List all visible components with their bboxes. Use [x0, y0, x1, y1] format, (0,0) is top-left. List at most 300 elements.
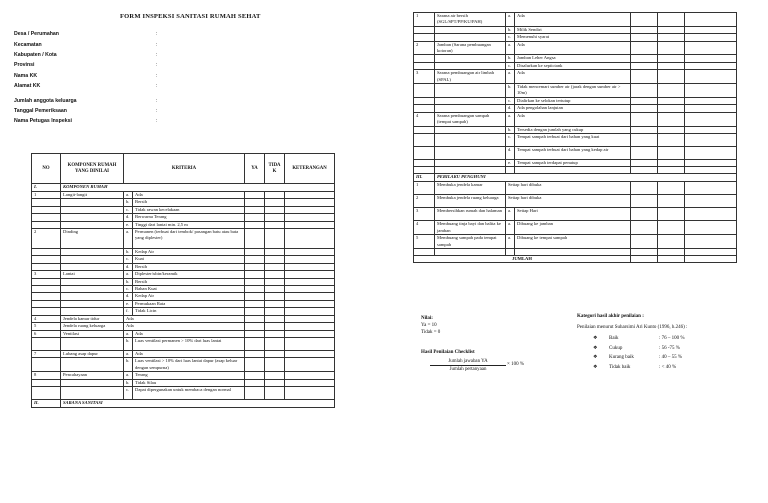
row-keterangan-field[interactable]	[685, 133, 737, 146]
row-keterangan-field[interactable]	[685, 34, 737, 41]
row-tidak-checkbox[interactable]	[265, 293, 285, 300]
row-komponen	[435, 159, 506, 166]
row-keterangan-field[interactable]	[285, 337, 335, 350]
row-number	[32, 199, 61, 206]
row-tidak-checkbox[interactable]	[265, 330, 285, 337]
row-keterangan-field[interactable]	[285, 379, 335, 386]
row-tidak-checkbox[interactable]	[658, 112, 685, 126]
row-tidak-checkbox[interactable]	[265, 199, 285, 206]
row-komponen: Membuang sampah pada tempat sampah	[435, 235, 506, 249]
table-row	[32, 386, 335, 399]
row-kriteria: Tidak rawan kecelakaan	[133, 206, 245, 213]
row-keterangan-field[interactable]	[685, 208, 737, 221]
row-tidak-checkbox[interactable]	[658, 126, 685, 133]
table-row	[414, 182, 737, 195]
row-komponen: Jamban (Sarana pembuangan kotoran)	[435, 41, 506, 55]
row-kriteria-letter: a.	[124, 330, 133, 337]
row-ya-checkbox[interactable]	[245, 358, 265, 372]
row-ya-checkbox[interactable]	[631, 55, 658, 62]
kategori-title: Kategori hasil akhir penilaian :	[577, 314, 644, 319]
row-ya-checkbox[interactable]	[245, 350, 265, 357]
row-keterangan-field[interactable]	[685, 112, 737, 126]
row-number: 5	[414, 235, 435, 249]
row-tidak-checkbox[interactable]	[658, 195, 685, 208]
row-ya-checkbox[interactable]	[245, 293, 265, 300]
row-komponen	[435, 105, 506, 112]
row-ya-checkbox[interactable]	[245, 249, 265, 256]
row-kriteria: Terang	[133, 372, 245, 379]
row-ya-checkbox[interactable]	[245, 315, 265, 322]
row-tidak-checkbox[interactable]	[658, 34, 685, 41]
row-kriteria-letter: a.	[506, 235, 515, 249]
row-number	[32, 221, 61, 228]
table-row	[32, 286, 335, 293]
row-komponen: Langit-langit	[61, 192, 124, 199]
row-kriteria-letter: d.	[506, 146, 515, 159]
row-kriteria-letter: c.	[124, 286, 133, 293]
row-komponen: Dinding	[61, 229, 124, 249]
row-kriteria-letter: e.	[506, 159, 515, 166]
blank-row	[414, 248, 737, 255]
header-field-kecamatan: Kecamatan :	[14, 41, 158, 48]
row-tidak-checkbox[interactable]	[265, 372, 285, 379]
row-tidak-checkbox[interactable]	[265, 206, 285, 213]
row-number	[414, 159, 435, 166]
row-kriteria-letter: b.	[124, 199, 133, 206]
row-kriteria: Tempat sampah terbuat dari bahan yang kedap air	[515, 146, 631, 159]
row-kriteria-letter: a.	[124, 372, 133, 379]
row-keterangan-field[interactable]	[285, 221, 335, 228]
row-tidak-checkbox[interactable]	[658, 105, 685, 112]
row-ya-checkbox[interactable]	[245, 229, 265, 249]
row-number	[32, 249, 61, 256]
row-keterangan-field[interactable]	[685, 55, 737, 62]
row-kriteria-letter: a.	[124, 271, 133, 278]
row-keterangan-field[interactable]	[285, 293, 335, 300]
row-ya-checkbox[interactable]	[245, 286, 265, 293]
row-number	[32, 300, 61, 307]
row-kriteria-letter: a.	[124, 192, 133, 199]
row-kriteria: Bersih	[133, 263, 245, 270]
row-kriteria-letter: a.	[506, 41, 515, 55]
header-fields	[14, 29, 162, 127]
diamond-bullet-icon: ❖	[593, 345, 598, 351]
row-ya-checkbox[interactable]	[631, 26, 658, 33]
row-tidak-checkbox[interactable]	[265, 308, 285, 315]
row-tidak-checkbox[interactable]	[265, 249, 285, 256]
row-keterangan-field[interactable]	[685, 13, 737, 27]
row-kriteria: Kedap Air	[133, 249, 245, 256]
row-ya-checkbox[interactable]	[245, 221, 265, 228]
inspection-table-part1	[31, 153, 335, 408]
row-ya-checkbox[interactable]	[245, 214, 265, 221]
row-keterangan-field[interactable]	[285, 214, 335, 221]
row-tidak-checkbox[interactable]	[658, 221, 685, 235]
row-kriteria: Ada	[133, 350, 245, 357]
row-tidak-checkbox[interactable]	[265, 350, 285, 357]
row-komponen	[435, 133, 506, 146]
row-number: 6	[32, 330, 61, 337]
row-number	[32, 286, 61, 293]
row-komponen	[435, 84, 506, 98]
table-row	[414, 208, 737, 221]
row-number	[32, 358, 61, 372]
row-number: 1	[32, 192, 61, 199]
row-tidak-checkbox[interactable]	[658, 97, 685, 104]
row-ya-checkbox[interactable]	[245, 206, 265, 213]
row-tidak-checkbox[interactable]	[265, 256, 285, 263]
row-ya-checkbox[interactable]	[631, 221, 658, 235]
table-row	[32, 300, 335, 307]
row-tidak-checkbox[interactable]	[658, 182, 685, 195]
row-kriteria-letter: d.	[124, 214, 133, 221]
form-title: FORM INSPEKSI SANITASI RUMAH SEHAT	[120, 13, 261, 20]
row-tidak-checkbox[interactable]	[265, 214, 285, 221]
row-komponen	[435, 126, 506, 133]
col-header-komponen: KOMPONEN RUMAH YANG DINILAI	[61, 154, 124, 184]
row-ya-checkbox[interactable]	[631, 182, 658, 195]
table-row	[414, 84, 737, 98]
row-ya-checkbox[interactable]	[245, 271, 265, 278]
row-komponen: Membuka jendela kamar	[435, 182, 506, 195]
table-row	[414, 70, 737, 84]
row-keterangan-field[interactable]	[285, 199, 335, 206]
row-tidak-checkbox[interactable]	[265, 358, 285, 372]
kategori-item-kurang-baik: ❖ Kurang baik : 40 – 55 %	[577, 353, 687, 363]
row-komponen	[435, 55, 506, 62]
row-kriteria: Tempat sampah terbuat dari bahan yang kuat	[515, 133, 631, 146]
table-row	[414, 34, 737, 41]
row-ya-checkbox[interactable]	[631, 70, 658, 84]
row-ya-checkbox[interactable]	[245, 308, 265, 315]
row-ya-checkbox[interactable]	[245, 300, 265, 307]
table-row	[414, 126, 737, 133]
kategori-item-cukup: ❖ Cukup : 56 -75 %	[577, 344, 687, 354]
row-ya-checkbox[interactable]	[245, 386, 265, 399]
row-tidak-checkbox[interactable]	[265, 221, 285, 228]
row-tidak-checkbox[interactable]	[265, 278, 285, 285]
diamond-bullet-icon: ❖	[593, 336, 598, 342]
kategori-section	[577, 313, 687, 372]
row-keterangan-field[interactable]	[685, 41, 737, 55]
row-kriteria-letter: b.	[124, 278, 133, 285]
row-number: 4	[32, 315, 61, 322]
row-keterangan-field[interactable]	[285, 249, 335, 256]
row-tidak-checkbox[interactable]	[265, 229, 285, 249]
row-number: 5	[32, 323, 61, 330]
row-ya-checkbox[interactable]	[245, 278, 265, 285]
row-kriteria: Berwarna Terang	[133, 214, 245, 221]
row-ya-checkbox[interactable]	[631, 146, 658, 159]
table-row	[414, 55, 737, 62]
row-kriteria: Diplester/ubin/keramik	[133, 271, 245, 278]
row-kriteria-letter: b.	[506, 84, 515, 98]
col-header-tidak: TIDA K	[265, 154, 285, 184]
row-kriteria: Jamban Leher Angsa	[515, 55, 631, 62]
row-kriteria: Ada	[515, 112, 631, 126]
row-kriteria: Setiap hari dibuka	[506, 182, 631, 195]
row-keterangan-field[interactable]	[685, 62, 737, 69]
table-row	[32, 337, 335, 350]
row-keterangan-field[interactable]	[285, 350, 335, 357]
row-keterangan-field[interactable]	[685, 182, 737, 195]
row-komponen: Ventilasi	[61, 330, 124, 337]
row-tidak-checkbox[interactable]	[658, 146, 685, 159]
row-keterangan-field[interactable]	[685, 97, 737, 104]
row-number	[32, 256, 61, 263]
header-field-jumlah-anggota: Jumlah anggota keluarga :	[14, 97, 158, 104]
section-header-row	[32, 184, 335, 192]
row-komponen: Membuang tinja bayi dan balita ke jamban	[435, 221, 506, 235]
row-keterangan-field[interactable]	[285, 323, 335, 330]
row-number	[414, 146, 435, 159]
row-ya-checkbox[interactable]	[245, 337, 265, 350]
row-keterangan-field[interactable]	[285, 256, 335, 263]
row-keterangan-field[interactable]	[285, 372, 335, 379]
row-number: 1	[414, 182, 435, 195]
row-ya-checkbox[interactable]	[245, 192, 265, 199]
row-tidak-checkbox[interactable]	[265, 192, 285, 199]
row-ya-checkbox[interactable]	[245, 256, 265, 263]
row-kriteria: Ada pengolahan lanjutan	[515, 105, 631, 112]
section-title: PERILAKU PENGHUNI	[435, 174, 737, 182]
row-komponen: Sarana pembuangan air limbah (SPAL)	[435, 70, 506, 84]
row-kriteria-letter: b.	[124, 358, 133, 372]
row-ya-checkbox[interactable]	[245, 330, 265, 337]
row-komponen: Membersihkan rumah dan halaman	[435, 208, 506, 221]
row-tidak-checkbox[interactable]	[658, 84, 685, 98]
formula-denominator: Jumlah pertanyaan	[430, 365, 506, 373]
row-keterangan-field[interactable]	[285, 229, 335, 249]
row-ya-checkbox[interactable]	[245, 372, 265, 379]
table-row	[32, 330, 335, 337]
row-ya-checkbox[interactable]	[631, 97, 658, 104]
row-tidak-checkbox[interactable]	[265, 286, 285, 293]
table-row	[32, 271, 335, 278]
row-keterangan-field[interactable]	[285, 386, 335, 399]
row-number	[414, 34, 435, 41]
row-kriteria: Tidak Silau	[133, 379, 245, 386]
diamond-bullet-icon: ❖	[593, 365, 598, 371]
row-number	[414, 26, 435, 33]
row-kriteria-letter: e.	[124, 221, 133, 228]
row-tidak-checkbox[interactable]	[265, 300, 285, 307]
row-keterangan-field[interactable]	[685, 70, 737, 84]
row-komponen: Membuka jendela ruang keluarga	[435, 195, 506, 208]
row-keterangan-field[interactable]	[285, 278, 335, 285]
row-ya-checkbox[interactable]	[631, 41, 658, 55]
row-komponen	[435, 97, 506, 104]
row-keterangan-field[interactable]	[285, 206, 335, 213]
row-komponen: Pencahayaan	[61, 372, 124, 379]
formula-fraction	[430, 358, 506, 373]
row-ya-checkbox[interactable]	[631, 105, 658, 112]
row-ya-checkbox[interactable]	[631, 112, 658, 126]
row-ya-checkbox[interactable]	[631, 235, 658, 249]
row-kriteria-letter: e.	[124, 300, 133, 307]
row-ya-checkbox[interactable]	[631, 34, 658, 41]
row-keterangan-field[interactable]	[685, 235, 737, 249]
row-komponen	[435, 62, 506, 69]
row-komponen: Sarana pembuangan sampah (tempat sampah)	[435, 112, 506, 126]
row-komponen: Jendela ruang keluarga	[61, 323, 124, 330]
row-ya-checkbox[interactable]	[631, 195, 658, 208]
row-tidak-checkbox[interactable]	[658, 41, 685, 55]
header-field-petugas: Nama Petugas Inspeksi :	[14, 118, 158, 125]
row-keterangan-field[interactable]	[685, 105, 737, 112]
row-tidak-checkbox[interactable]	[658, 70, 685, 84]
jumlah-label: JUMLAH	[414, 255, 631, 262]
row-tidak-checkbox[interactable]	[658, 133, 685, 146]
row-number: 4	[414, 221, 435, 235]
row-keterangan-field[interactable]	[685, 84, 737, 98]
kategori-item-baik: ❖ Baik : 76 – 100 %	[577, 334, 687, 344]
row-ya-checkbox[interactable]	[245, 379, 265, 386]
row-kriteria: Permukaan Rata	[133, 300, 245, 307]
row-keterangan-field[interactable]	[685, 159, 737, 166]
row-tidak-checkbox[interactable]	[658, 159, 685, 166]
row-komponen	[61, 256, 124, 263]
table-row	[414, 159, 737, 166]
row-komponen	[61, 278, 124, 285]
row-tidak-checkbox[interactable]	[265, 379, 285, 386]
section-title: SARANA SANITASI	[61, 399, 335, 407]
row-kriteria-letter: c.	[506, 133, 515, 146]
table-row	[32, 263, 335, 270]
row-keterangan-field[interactable]	[285, 192, 335, 199]
row-kriteria: Ada	[133, 192, 245, 199]
row-keterangan-field[interactable]	[285, 271, 335, 278]
header-field-alamat-kk: Alamat KK :	[14, 83, 158, 90]
section-number: II.	[32, 399, 61, 407]
table-row	[414, 235, 737, 249]
table-row	[32, 372, 335, 379]
table-row	[32, 199, 335, 206]
table-row	[414, 97, 737, 104]
row-ya-checkbox[interactable]	[245, 199, 265, 206]
table-row	[32, 229, 335, 249]
row-number	[414, 133, 435, 146]
row-keterangan-field[interactable]	[285, 308, 335, 315]
row-number: 2	[414, 41, 435, 55]
row-kriteria-letter: c.	[506, 34, 515, 41]
row-keterangan-field[interactable]	[285, 358, 335, 372]
row-kriteria-letter: a.	[124, 229, 133, 249]
row-kriteria-letter: c.	[506, 62, 515, 69]
row-tidak-checkbox[interactable]	[658, 13, 685, 27]
row-kriteria: Bahan Kuat	[133, 286, 245, 293]
kategori-subtitle: Penilaian menurut Suharsimi Ari Kunto (1996, h.246) :	[577, 325, 688, 330]
row-tidak-checkbox[interactable]	[658, 235, 685, 249]
row-ya-checkbox[interactable]	[245, 323, 265, 330]
row-ya-checkbox[interactable]	[631, 126, 658, 133]
row-ya-checkbox[interactable]	[631, 13, 658, 27]
col-header-no: NO	[32, 154, 61, 184]
row-tidak-checkbox[interactable]	[265, 271, 285, 278]
row-kriteria-letter: f.	[124, 308, 133, 315]
table-row	[414, 133, 737, 146]
table-row	[414, 195, 737, 208]
row-tidak-checkbox[interactable]	[658, 26, 685, 33]
row-tidak-checkbox[interactable]	[265, 323, 285, 330]
row-kriteria: Ada	[124, 323, 245, 330]
row-kriteria-letter: a.	[506, 208, 515, 221]
row-keterangan-field[interactable]	[685, 221, 737, 235]
row-tidak-checkbox[interactable]	[658, 55, 685, 62]
row-kriteria: Tersedia dengan jumlah yang cukup	[515, 126, 631, 133]
row-ya-checkbox[interactable]	[631, 133, 658, 146]
row-keterangan-field[interactable]	[685, 126, 737, 133]
row-kriteria: Luas ventilasi > 10% dari luas lantai dapur (asap keluar dengan sempurna)	[133, 358, 245, 372]
row-komponen	[61, 221, 124, 228]
row-tidak-checkbox[interactable]	[265, 337, 285, 350]
row-number: 3	[414, 70, 435, 84]
row-komponen	[61, 293, 124, 300]
row-tidak-checkbox[interactable]	[265, 315, 285, 322]
row-ya-checkbox[interactable]	[631, 208, 658, 221]
row-tidak-checkbox[interactable]	[658, 208, 685, 221]
table-row	[32, 206, 335, 213]
row-keterangan-field[interactable]	[285, 286, 335, 293]
row-kriteria-letter: d.	[124, 263, 133, 270]
row-keterangan-field[interactable]	[285, 263, 335, 270]
row-number	[32, 379, 61, 386]
row-tidak-checkbox[interactable]	[658, 62, 685, 69]
row-number	[414, 105, 435, 112]
row-kriteria-letter: d.	[124, 293, 133, 300]
formula-title: Hasil Penilaian Checklist	[421, 350, 475, 355]
row-keterangan-field[interactable]	[685, 146, 737, 159]
table-row	[32, 192, 335, 199]
row-tidak-checkbox[interactable]	[265, 263, 285, 270]
row-ya-checkbox[interactable]	[631, 62, 658, 69]
row-komponen	[61, 214, 124, 221]
row-number: 8	[32, 372, 61, 379]
row-keterangan-field[interactable]	[685, 26, 737, 33]
row-number	[414, 55, 435, 62]
row-number	[414, 126, 435, 133]
table-row	[32, 221, 335, 228]
table-row	[414, 62, 737, 69]
row-ya-checkbox[interactable]	[245, 263, 265, 270]
header-field-tanggal: Tanggal Pemeriksaan :	[14, 107, 158, 114]
row-kriteria: Milik Sendiri	[515, 26, 631, 33]
row-kriteria-letter: a.	[506, 221, 515, 235]
row-keterangan-field[interactable]	[285, 315, 335, 322]
row-kriteria: Ada	[515, 70, 631, 84]
row-kriteria: Ada	[133, 330, 245, 337]
row-kriteria-letter: a.	[124, 350, 133, 357]
table-row	[414, 105, 737, 112]
row-komponen	[61, 263, 124, 270]
table-row	[414, 146, 737, 159]
row-kriteria: Dibuang ke tempat sampah	[515, 235, 631, 249]
row-keterangan-field[interactable]	[285, 300, 335, 307]
row-ya-checkbox[interactable]	[631, 159, 658, 166]
row-kriteria-letter: c.	[506, 97, 515, 104]
row-komponen	[61, 358, 124, 372]
row-ya-checkbox[interactable]	[631, 84, 658, 98]
header-field-provinsi: Provinsi :	[14, 62, 158, 69]
row-komponen	[61, 386, 124, 399]
row-keterangan-field[interactable]	[285, 330, 335, 337]
row-tidak-checkbox[interactable]	[265, 386, 285, 399]
row-keterangan-field[interactable]	[685, 195, 737, 208]
row-kriteria-letter: b.	[124, 337, 133, 350]
row-komponen	[61, 206, 124, 213]
row-kriteria-letter: d.	[506, 105, 515, 112]
row-kriteria-letter: c.	[124, 206, 133, 213]
